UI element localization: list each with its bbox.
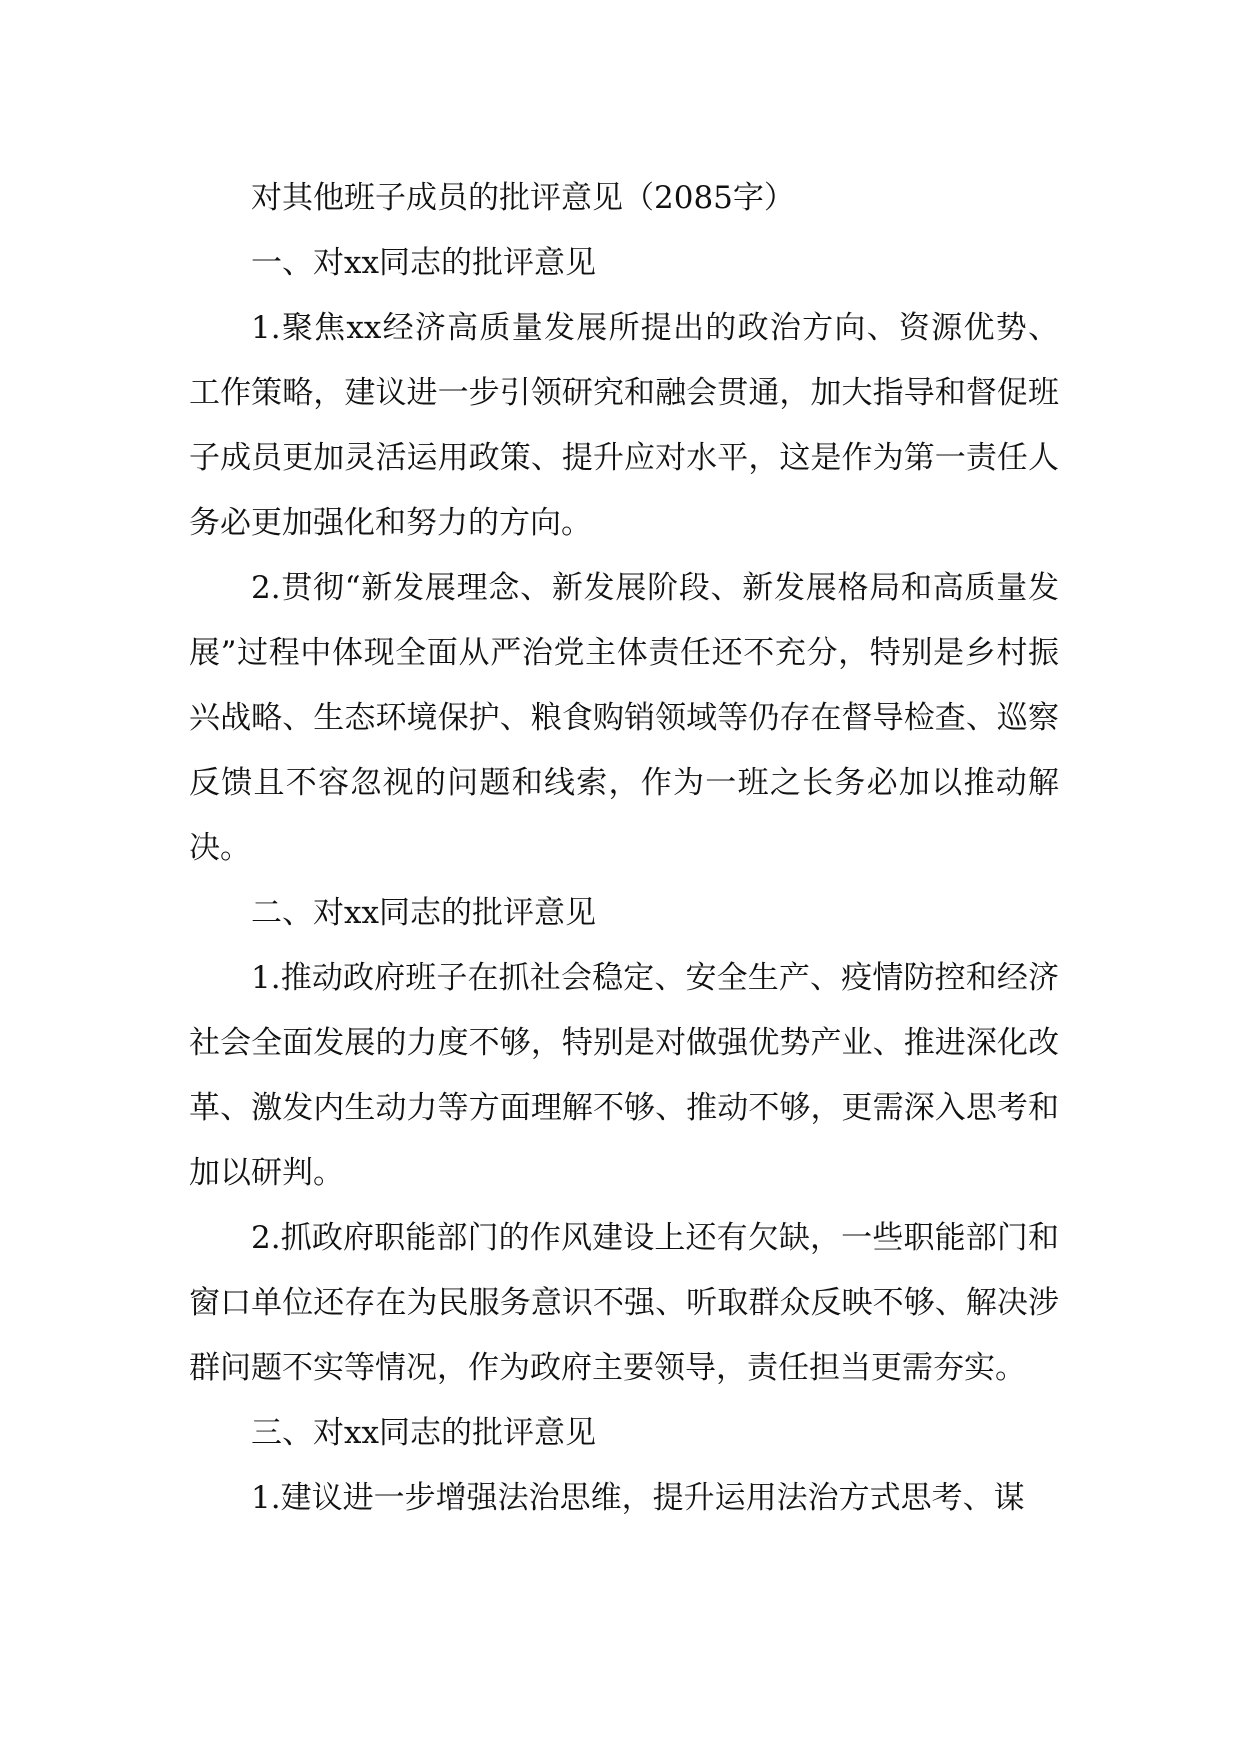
paragraph: 2.抓政府职能部门的作风建设上还有欠缺，一些职能部门和窗口单位还存在为民服务意识不强、听取群众反映不够、解决涉群问题不实等情况，作为政府主要领导，责任担当更需夯实。 [189,1220,1059,1386]
section-heading: 三、对xx同志的批评意见 [251,1415,596,1451]
paragraph: 1.推动政府班子在抓社会稳定、安全生产、疫情防控和经济社会全面发展的力度不够，特别是对做强优势产业、推进深化改革、激发内生动力等方面理解不够、推动不够，更需深入思考和加以研判。 [189,960,1059,1191]
document-body [189,166,1059,1531]
paragraph: 1.聚焦xx经济高质量发展所提出的政治方向、资源优势、工作策略，建议进一步引领研究和融会贯通，加大指导和督促班子成员更加灵活运用政策、提升应对水平，这是作为第一责任人务必更加强化和努力的方向。 [189,310,1059,541]
document-title: 对其他班子成员的批评意见（2085字） [251,180,795,216]
section-heading: 二、对xx同志的批评意见 [251,895,596,931]
section-heading: 一、对xx同志的批评意见 [251,245,596,281]
paragraph: 1.建议进一步增强法治思维，提升运用法治方式思考、谋 [251,1480,1025,1516]
paragraph: 2.贯彻“新发展理念、新发展阶段、新发展格局和高质量发展”过程中体现全面从严治党主体责任还不充分，特别是乡村振兴战略、生态环境保护、粮食购销领域等仍存在督导检查、巡察反馈且不容忽视的问题和线索，作为一班之长务必加以推动解决。 [189,570,1059,866]
